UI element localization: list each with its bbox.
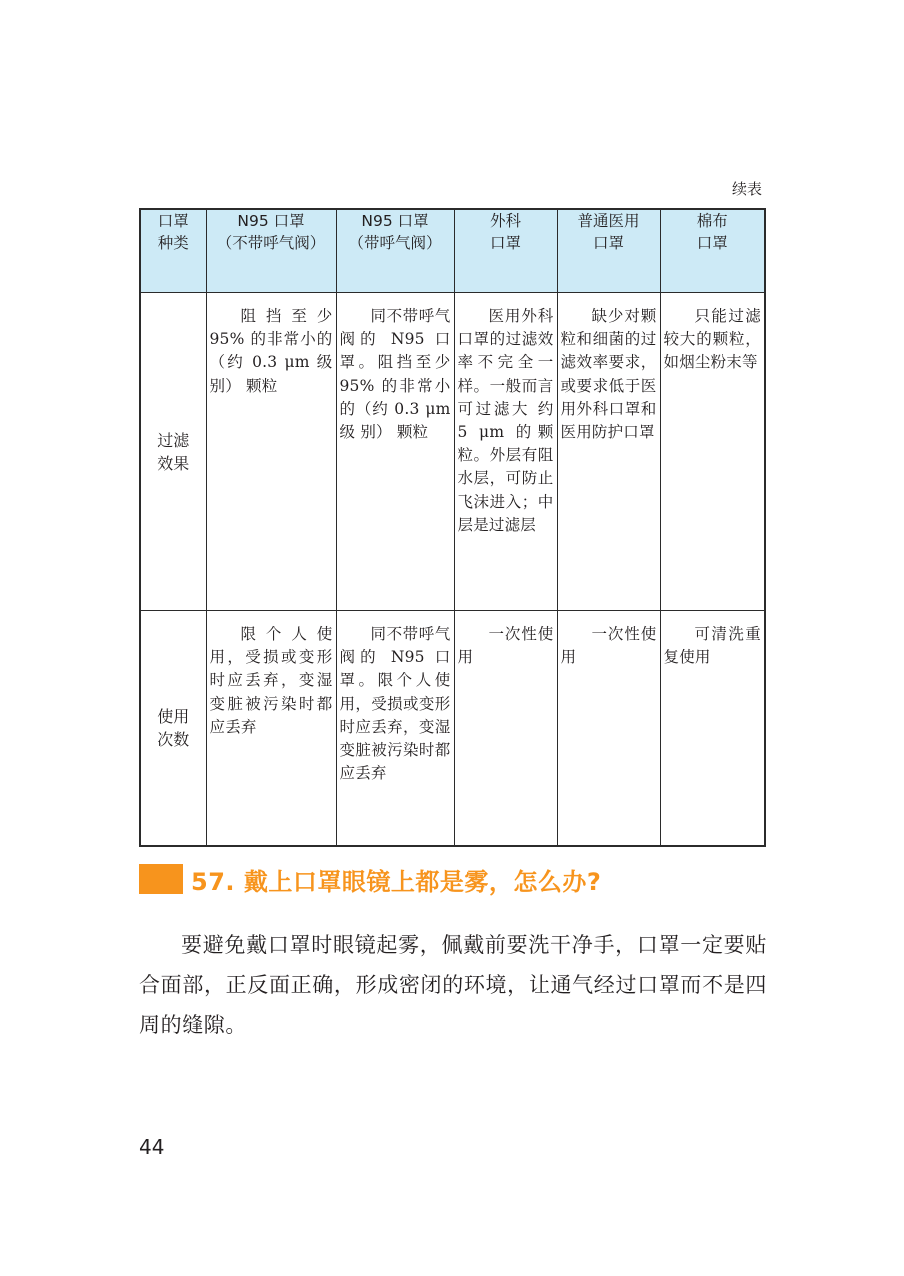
mask-comparison-table <box>139 208 766 847</box>
table-cell: 限个人使用，受损或变形时应丢弃，变湿变脏被污染时都应丢弃 <box>206 611 336 847</box>
header-n95-valve: N95 口罩 （带呼气阀） <box>336 209 454 293</box>
table-cell: 一次性使用 <box>454 611 557 847</box>
table-cell: 可清洗重复使用 <box>660 611 765 847</box>
table-cell: 一次性使用 <box>557 611 660 847</box>
continued-table-label: 续表 <box>731 180 762 198</box>
header-cotton: 棉布 口罩 <box>660 209 765 293</box>
header-n95-no-valve: N95 口罩 （不带呼气阀） <box>206 209 336 293</box>
table-row-filter-effect <box>140 293 765 611</box>
table-cell: 同不带呼气阀的 N95 口罩。阻挡至少 95% 的非常小的（约 0.3 μm 级 别） 颗粒 <box>336 293 454 611</box>
section-heading-text: 57. 戴上口罩眼镜上都是雾，怎么办? <box>191 867 602 896</box>
table-cell: 阻挡至少 95% 的非常小的（约 0.3 μm 级 别） 颗粒 <box>206 293 336 611</box>
body-paragraph: 要避免戴口罩时眼镜起雾，佩戴前要洗干净手，口罩一定要贴合面部，正反面正确，形成密闭的环境，让通气经过口罩而不是四周的缝隙。 <box>139 933 767 1037</box>
row-label-usage-count: 使用 次数 <box>140 611 206 847</box>
table-cell: 医用外科口罩的过滤效率不完全一样。一般而言可过滤大 约 5 μm 的颗粒。外层有阻水层，可防止飞沫进入；中层是过滤层 <box>454 293 557 611</box>
section-heading <box>139 862 601 896</box>
header-medical: 普通医用 口罩 <box>557 209 660 293</box>
header-surgical: 外科 口罩 <box>454 209 557 293</box>
table-header-row <box>140 209 765 293</box>
table-cell: 缺少对颗粒和细菌的过滤效率要求，或要求低于医用外科口罩和医用防护口罩 <box>557 293 660 611</box>
table-row-usage-count <box>140 611 765 847</box>
heading-marker-icon <box>139 864 183 894</box>
header-mask-type: 口罩 种类 <box>140 209 206 293</box>
table-cell: 同不带呼气阀的 N95 口罩。限个人使用，受损或变形时应丢弃，变湿变脏被污染时都应丢弃 <box>336 611 454 847</box>
row-label-filter-effect: 过滤 效果 <box>140 293 206 611</box>
page-number: 44 <box>139 1135 165 1159</box>
table-cell: 只能过滤较大的颗粒，如烟尘粉末等 <box>660 293 765 611</box>
